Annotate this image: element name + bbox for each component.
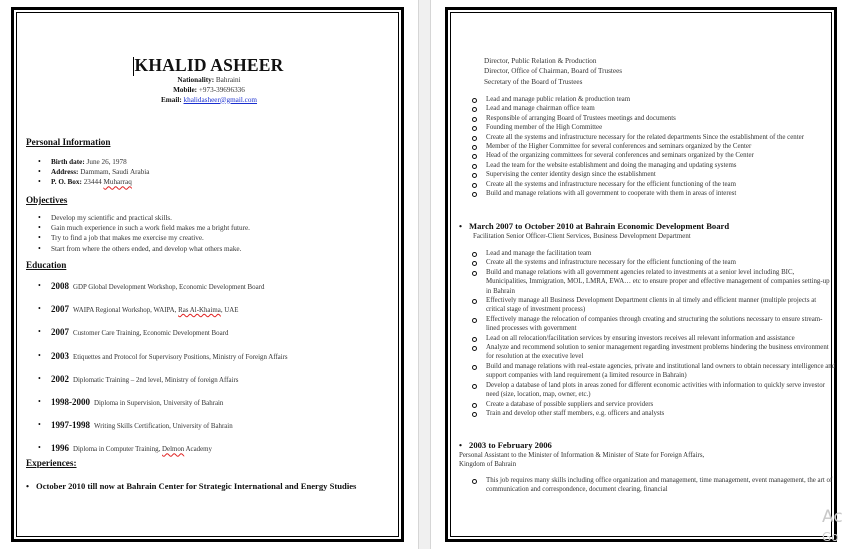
candidate-name-text: KHALID ASHEER xyxy=(134,55,284,75)
job3-duties-list xyxy=(471,476,836,495)
list-item: • Start from where the others ended, and develop what others make. xyxy=(38,244,250,254)
email-line xyxy=(0,96,418,106)
personal-info-list xyxy=(38,157,150,188)
job-titles xyxy=(484,56,622,87)
nationality-value: Bahraini xyxy=(215,76,241,84)
resume-header xyxy=(0,54,418,105)
education-year: 1996 xyxy=(51,443,69,454)
item-value: June 26, 1978 xyxy=(86,158,127,166)
list-item: • Gain much experience in such a work field makes me a bright future. xyxy=(38,223,250,233)
misspelled-word[interactable]: Ras Al-Khaima xyxy=(178,307,221,315)
item-label: P. O. Box: xyxy=(51,178,82,187)
candidate-name[interactable] xyxy=(135,54,284,76)
duty-item: Lead and manage the facilitation team xyxy=(471,249,836,258)
experience-entry-heading: • October 2010 till now at Bahrain Center for Strategic International and Energy Studies xyxy=(26,481,356,491)
education-item xyxy=(38,327,288,350)
duty-item: Train and develop other staff members, e.g. officers and analysts xyxy=(471,409,836,418)
education-heading: Education xyxy=(26,260,67,270)
duty-item: Effectively manage all Business Development Department clients in al timely and efficient manner (multiple projects at critical stage of investment process) xyxy=(471,296,836,315)
objectives-heading: Objectives xyxy=(26,195,68,205)
nationality-label: Nationality: xyxy=(177,76,215,84)
mobile-value: +973-39696336 xyxy=(198,85,245,94)
nationality-line xyxy=(0,76,418,86)
list-item xyxy=(38,157,150,167)
list-item xyxy=(38,177,150,187)
list-item: • Try to find a job that makes me exercise my creative. xyxy=(38,233,250,243)
duty-item: Build and manage relations with real-estate agencies, private and institutional land owners to obtain necessary intelligence and support companies with land requirement (a limited resource in Bahrain) xyxy=(471,362,836,381)
education-text: Diploma in Supervision, University of Bahrain xyxy=(94,399,224,407)
education-text: Etiquettes and Protocol for Supervisory Positions, Ministry of Foreign Affairs xyxy=(73,353,288,361)
education-text: Writing Skills Certification, University of Bahrain xyxy=(94,423,233,431)
mobile-line xyxy=(0,86,418,96)
job3-title-line: Kingdom of Bahrain xyxy=(459,461,517,469)
list-item xyxy=(38,167,150,177)
job-title: Director, Office of Chairman, Board of Trustees xyxy=(484,67,623,76)
duty-item: Responsible of arranging Board of Trustees meetings and documents xyxy=(471,114,836,123)
duty-item: Effectively manage the relocation of companies through creating and structuring the solutions necessary to ensure stream-lined processes with government xyxy=(471,315,836,334)
duty-item: Head of the organizing committees for several conferences and seminars organized by the Center xyxy=(471,151,836,160)
education-list xyxy=(38,281,288,467)
activate-windows-watermark: Ac xyxy=(822,507,843,527)
text-cursor xyxy=(133,57,134,76)
duty-item: Lead on all relocation/facilitation services by ensuring investors receives all relevant information and assistance xyxy=(471,334,836,343)
job-title: Secretary of the Board of Trustees xyxy=(484,77,583,86)
document-page-1 xyxy=(0,0,418,549)
education-year: 2003 xyxy=(51,350,69,361)
education-text: WAIPA Regional Workshop, WAIPA, xyxy=(73,307,177,315)
item-label: Birth date: xyxy=(51,158,85,166)
email-link[interactable]: khalidasheer@gmail.com xyxy=(183,95,258,104)
experiences-heading: Experiences: xyxy=(26,458,77,468)
mobile-label: Mobile: xyxy=(173,85,198,94)
education-item xyxy=(38,281,288,304)
job-title: Director, Public Relation & Production xyxy=(484,57,597,65)
education-year: 1998-2000 xyxy=(51,396,90,407)
education-text: Customer Care Training, Economic Development Board xyxy=(73,330,229,338)
education-item xyxy=(38,351,288,374)
duty-item: Create all the systems and infrastructure necessary for the efficient functioning of the team xyxy=(471,180,836,189)
education-year: 2008 xyxy=(51,281,69,291)
education-year: 2002 xyxy=(51,373,69,384)
job2-title: Facilitation Senior Officer-Client Services, Business Development Department xyxy=(473,233,691,240)
duty-item: Supervising the center identity design since the establishment xyxy=(471,170,836,179)
job2-duties-list xyxy=(471,249,836,418)
education-item xyxy=(38,374,288,397)
education-year: 2007 xyxy=(51,304,69,315)
duty-item: Lead and manage chairman office team xyxy=(471,104,836,113)
job3-heading: • 2003 to February 2006 xyxy=(459,440,552,450)
misspelled-word[interactable]: Muharraq xyxy=(103,178,132,187)
duty-item: Lead the team for the website establishment and doing the managing and updating systems xyxy=(471,161,836,170)
item-label: Address: xyxy=(51,168,79,177)
objectives-list xyxy=(38,213,250,254)
education-text: , UAE xyxy=(220,307,239,315)
item-value: 23444 xyxy=(83,178,102,187)
duty-item: Lead and manage public relation & production team xyxy=(471,95,836,104)
job3-title xyxy=(459,451,704,470)
education-year: 1997-1998 xyxy=(51,420,90,431)
duty-item: Create all the systems and infrastructure necessary for the related departments Since the establishment of the center xyxy=(471,133,836,142)
duty-item: Build and manage relations with all government to cooperate with them in areas of interest xyxy=(471,189,836,198)
item-value: Dammam, Saudi Arabia xyxy=(80,168,150,177)
education-text: Academy xyxy=(184,446,212,454)
duty-item: Founding member of the High Committee xyxy=(471,123,836,132)
duty-item: Member of the Higher Committee for several conferences and seminars organized by the Center xyxy=(471,142,836,151)
education-item xyxy=(38,304,288,327)
document-page-2 xyxy=(431,0,847,549)
education-item xyxy=(38,397,288,420)
education-text: Diploma in Computer Training, xyxy=(73,446,161,454)
personal-info-heading: Personal Information xyxy=(26,137,111,147)
education-year: 2007 xyxy=(51,327,69,338)
duty-item: Analyze and recommend solution to senior management regarding investment problems hindering the business environment for resolution at the executive level xyxy=(471,343,836,362)
job3-title-line: Personal Assistant to the Minister of Information & Minister of State for Foreign Affairs, xyxy=(459,452,705,459)
education-text: Diplomatic Training – 2nd level, Ministry of foreign Affairs xyxy=(73,376,239,384)
job2-heading: • March 2007 to October 2010 at Bahrain Economic Development Board xyxy=(459,221,729,231)
education-item xyxy=(38,420,288,443)
duty-item: Develop a database of land plots in areas zoned for different economic activities with information to quickly serve investor need (size, location, map, owner, etc.) xyxy=(471,381,836,400)
email-label: Email: xyxy=(160,95,182,104)
duty-item: Build and manage relations with all government agencies related to investments at a senior level including BIC, Municipalities, Immigration, MOL, LMRA, EWA… etc to ensure proper and effective management of companies setting-up in Bahrain xyxy=(471,268,836,296)
list-item: • Develop my scientific and practical skills. xyxy=(38,213,250,223)
activate-windows-watermark-sub: Go xyxy=(822,530,839,544)
duty-item: Create all the systems and infrastructure necessary for the efficient functioning of the team xyxy=(471,258,836,267)
duty-item: This job requires many skills including office organization and management, time management, event management, the art of communication and correspondence, document clearing, financial xyxy=(471,476,836,495)
education-text: GDP Global Development Workshop, Economic Development Board xyxy=(73,284,265,291)
duty-item: Create a database of possible suppliers and service providers xyxy=(471,400,836,409)
misspelled-word[interactable]: Delmon xyxy=(162,446,185,454)
job1-duties-list xyxy=(471,95,836,198)
page-gutter xyxy=(418,0,431,549)
